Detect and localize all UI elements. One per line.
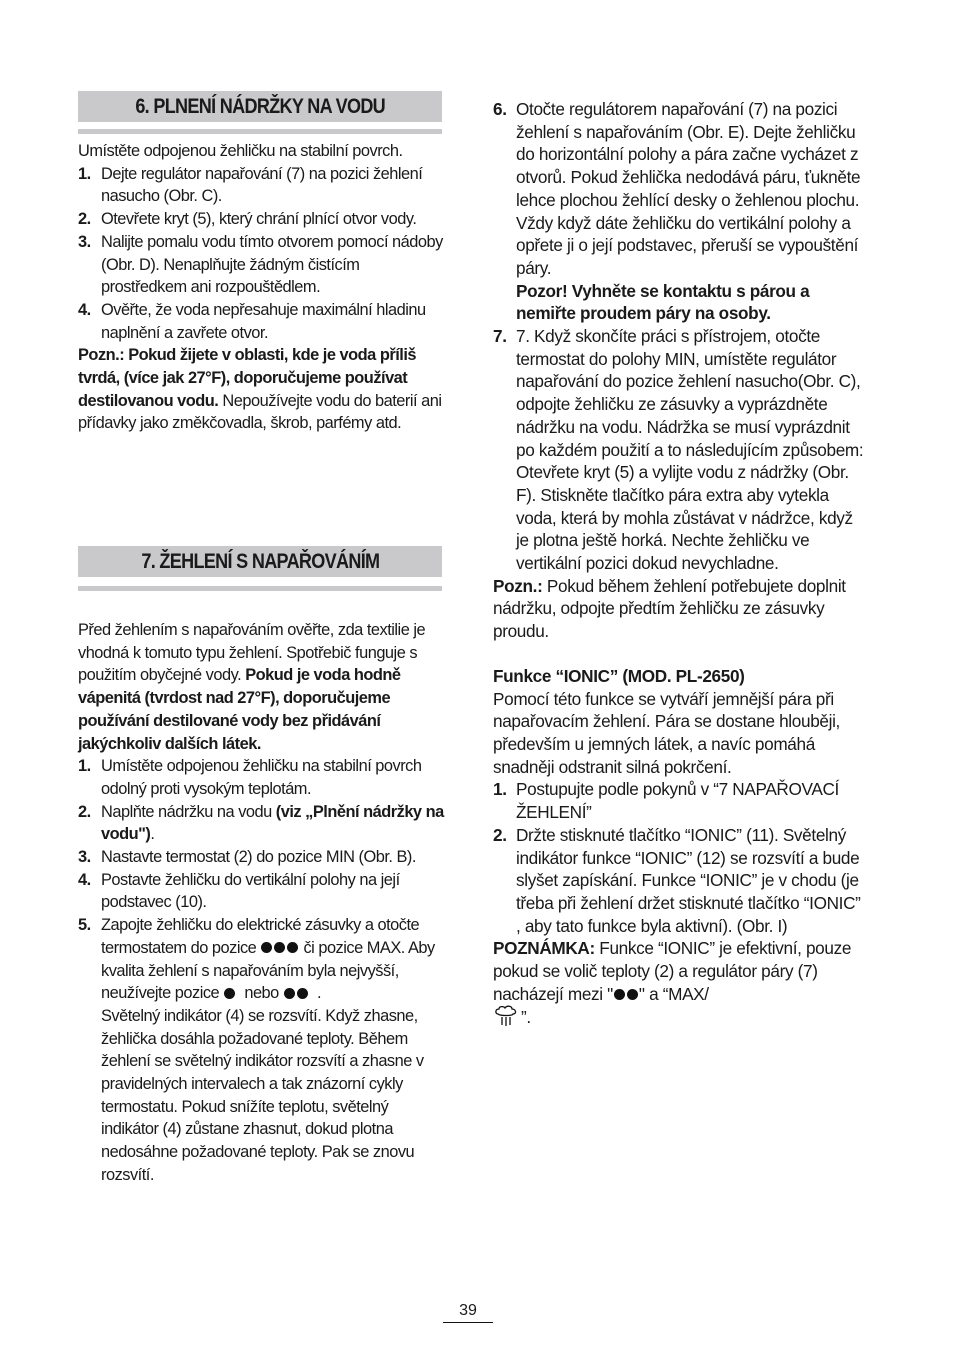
page-number-rule xyxy=(443,1322,493,1323)
r-note: Pozn.: Pokud během žehlení potřebujete doplnit nádržku, odpojte předtím žehličku ze zásuvky proudu. xyxy=(493,575,846,642)
ionic-intro: Pomocí této funkce se vytváří jemnější pára při napařovacím žehlení. Pára se dostane hlouběji, především u jemných látek, a navíc pomáhá snadněji odstranit silná pokrčení. xyxy=(493,688,840,777)
list-item: 3. Nalijte pomalu vodu tímto otvorem pomocí nádoby (Obr. D). Nenaplňujte žádným čistícím prostředkem ani rozpouštědlem. xyxy=(78,232,443,297)
ionic-title: Funkce “IONIC” (MOD. PL-2650) xyxy=(493,665,745,686)
list-item: 5. Zapojte žehličku do elektrické zásuvky a otočte termostatem do pozice či pozice MAX. Aby kvalita žehlení s napařováním byla nejvyšší, neužívejte pozice nebo . Světelný indikátor (4) se rozsvítí. Když zhasne, žehlička dosáhla požadované teploty. Během žehlení se světelný indikátor rozsvítí a zhasne v pravidelných intervalech a tak znázorní cykly termostatu. Pokud snížíte teplotu, světelný indikátor (4) zůstane zhasnut, dokud plotna nedosáhne požadované teploty. Pak se znovu rozsvítí. xyxy=(78,916,435,1184)
list-item: 2. Naplňte nádržku na vodu (viz „Plnění nádržky na vodu"). xyxy=(78,802,444,844)
list-item: 1. Umístěte odpojenou žehličku na stabilní povrch odolný proti vysokým teplotám. xyxy=(78,757,422,798)
two-dots-icon xyxy=(283,984,309,1002)
list-item: 3. Nastavte termostat (2) do pozice MIN (Obr. B). xyxy=(78,848,416,867)
list-item: 1. Postupujte podle pokynů v “7 NAPAŘOVACÍ ŽEHLENÍ” xyxy=(493,779,839,823)
section-7-heading: 7. ŽEHLENÍ S NAPAŘOVÁNÍM xyxy=(78,546,442,577)
final-note: POZNÁMKA: Funkce “IONIC” je efektivní, pouze pokud se volič teploty (2) a regulátor páry (7) nacházejí mezi " " a “MAX/ ”. xyxy=(493,938,852,1028)
list-item: 4. Ověřte, že voda nepřesahuje maximální hladinu naplnění a zavřete otvor. xyxy=(78,300,426,342)
steam-icon xyxy=(493,1005,521,1027)
list-item: 7. 7. Když skončíte práci s přístrojem, otočte termostat do polohy MIN, umístěte regulátor napařování do pozice žehlení nasucho(Obr. C), odpojte žehličku ze zásuvky a vyprázdněte nádržku na vodu. Nádržka se musí vyprázdnit po každém použití a to následujícím způsobem: Otevřete kryt (5) a vylijte vodu z nádržky (Obr. F). Stiskněte tlačítko pára extra aby vytekla voda, která by mohla zůstávat v nádržce, když je plotna ještě horká. Nechte žehličku ve vertikální pozici dokud nevychladne. xyxy=(493,326,864,574)
s7-intro: Před žehlením s napařováním ověřte, zda textilie je vhodná k tomuto typu žehlení. Spotřebič funguje s použitím obyčejné vody. Pokud je voda hodně vápenitá (tvrdost nad 27°F), doporučujeme používání destilované vody bez přidávání jakýchkoliv dalších látek. xyxy=(78,621,426,753)
list-item: 4. Postavte žehličku do vertikální polohy na její podstavec (10). xyxy=(78,870,400,912)
three-dots-icon xyxy=(260,939,299,957)
two-dots-icon xyxy=(613,984,639,1004)
s6-note: Pozn.: Pokud žijete v oblasti, kde je voda příliš tvrdá, (více jak 27°F), doporučujeme používat destilovanou vodu. Nepoužívejte vodu do baterií ani přídavky jako změkčovadla, škrob, parfémy atd. xyxy=(78,346,442,433)
one-dot-icon xyxy=(223,984,236,1002)
section-6-body xyxy=(78,140,444,435)
list-item: 2. Držte stisknuté tlačítko “IONIC” (11). Světelný indikátor funkce “IONIC” (12) se rozsvítí a bude slyšet zapískání. Funkce “IONIC” je v chodu (je třeba při žehlení držet stisknuté tlačítko “IONIC” , aby tato funkce byla aktivní). (Obr. I) xyxy=(493,824,861,936)
list-item: 1. Dejte regulátor napařování (7) na pozici žehlení nasucho (Obr. C). xyxy=(78,164,423,206)
s6-intro: Umístěte odpojenou žehličku na stabilní povrch. xyxy=(78,142,403,160)
list-item: 6. Otočte regulátorem napařování (7) na pozici žehlení s napařováním (Obr. E). Dejte žehličku do horizontální polohy a pára začne vycházet z otvorů. Pokud žehlička nedodává páru, ťukněte lehce plochou žehlící desky o žehlenou plochu. Vždy když dáte žehličku do vertikální polohy a opřete ji o její podstavec, přeruší se vypouštění páry. Pozor! Vyhněte se kontaktu s párou a nemiřte proudem páry na osoby. xyxy=(493,99,861,324)
right-body xyxy=(493,98,865,1029)
section-6-rule xyxy=(78,129,442,134)
page-number: 39 xyxy=(459,1302,477,1319)
section-7-body xyxy=(78,619,444,1187)
list-item: 2. Otevřete kryt (5), který chrání plnící otvor vody. xyxy=(78,210,417,229)
section-7-rule xyxy=(78,586,442,591)
section-6-heading: 6. PLNENÍ NÁDRŽKY NA VODU xyxy=(78,91,442,122)
